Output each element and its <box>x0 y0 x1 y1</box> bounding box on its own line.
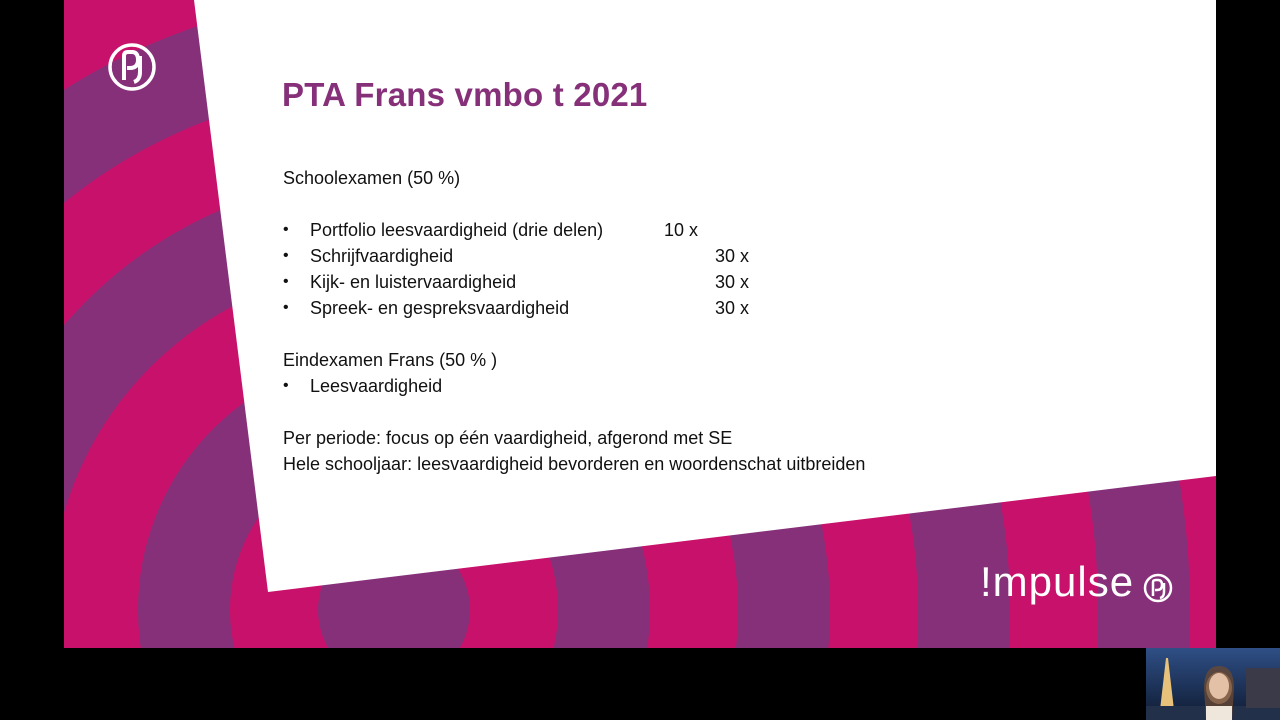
school-exam-item-1: Portfolio leesvaardigheid (drie delen) <box>310 220 604 240</box>
webcam-video-icon <box>1146 648 1280 720</box>
school-exam-weight-4: 30 x <box>715 298 750 318</box>
note-per-period: Per periode: focus op één vaardigheid, afgerond met SE <box>283 428 733 448</box>
school-exam-item-3: Kijk- en luistervaardigheid <box>310 272 517 292</box>
presentation-slide <box>64 0 1216 648</box>
school-exam-heading: Schoolexamen (50 %) <box>283 168 461 188</box>
note-whole-year: Hele schooljaar: leesvaardigheid bevorderen en woordenschat uitbreiden <box>283 454 866 474</box>
bullet: • <box>283 299 289 316</box>
school-exam-item-4: Spreek- en gespreksvaardigheid <box>310 298 570 318</box>
school-exam-weight-3: 30 x <box>715 272 750 292</box>
slide-title: PTA Frans vmbo t 2021 <box>282 76 648 113</box>
final-exam-heading: Eindexamen Frans (50 % ) <box>283 350 498 370</box>
presenter-webcam-thumbnail <box>1146 648 1280 720</box>
bullet: • <box>283 221 289 238</box>
bullet: • <box>283 377 289 394</box>
bullet: • <box>283 247 289 264</box>
school-exam-weight-1: 10 x <box>664 220 699 240</box>
school-exam-item-2: Schrijfvaardigheid <box>310 246 454 266</box>
brand-wordmark: !mpulse <box>980 558 1135 605</box>
final-exam-item-1: Leesvaardigheid <box>310 376 443 396</box>
bullet: • <box>283 273 289 290</box>
school-exam-weight-2: 30 x <box>715 246 750 266</box>
